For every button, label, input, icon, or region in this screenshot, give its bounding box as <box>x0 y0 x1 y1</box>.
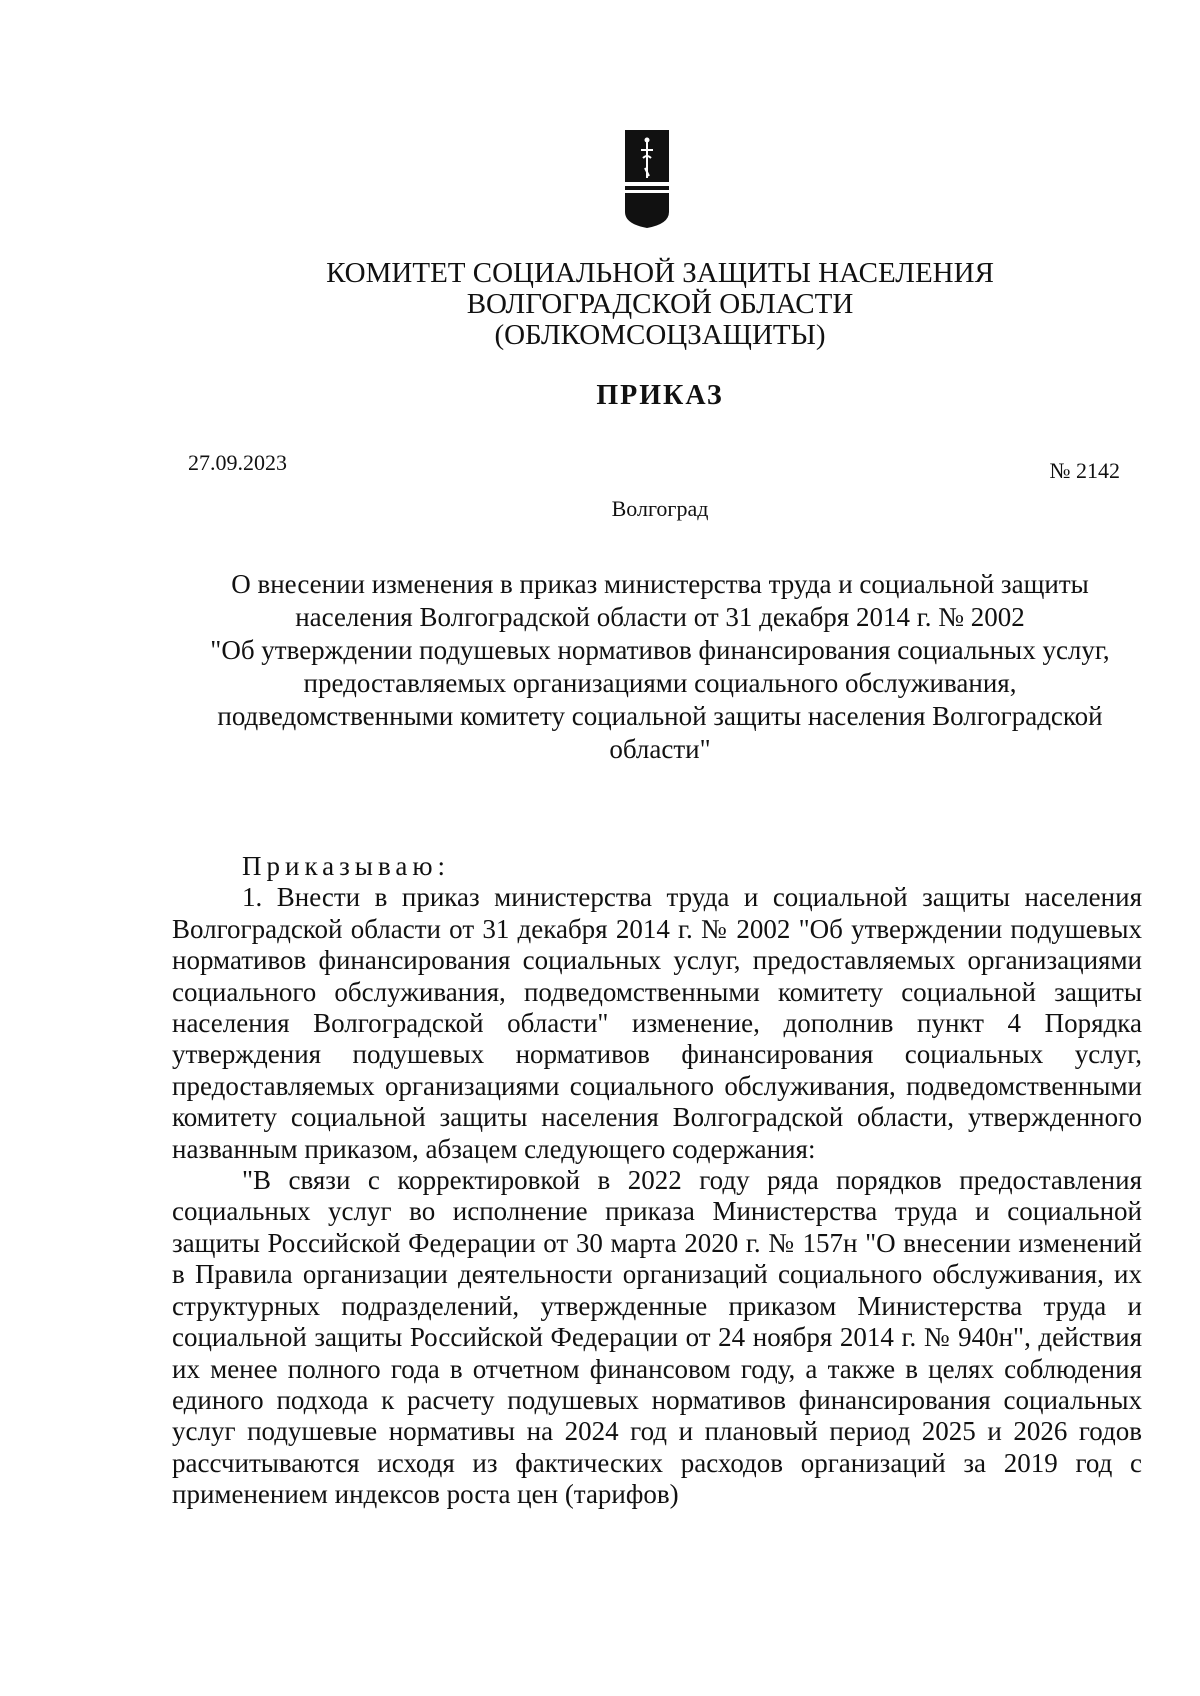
org-line-2: ВОЛГОГРАДСКОЙ ОБЛАСТИ <box>466 288 854 320</box>
subject-line: подведомственными комитету социальной защиты населения Волгоградской <box>217 701 1103 731</box>
paragraph-1: 1. Внести в приказ министерства труда и социальной защиты населения Волгоградской области от 31 декабря 2014 г. № 2002 "Об утверждении подушевых нормативов финансирования социальных услуг, предоставляемых организациями социального обслуживания, подведомственными комитету социальной защиты населения Волгоградской области" изменение, дополнив пункт 4 Порядка утверждения подушевых нормативов финансирования социальных услуг, предоставляемых организациями социального обслуживания, подведомственными комитету социальной защиты населения Волгоградской области, утвержденного названным приказом, абзацем следующего содержания: <box>172 882 1142 1164</box>
subject-line: области" <box>609 734 711 764</box>
document-subject <box>160 568 1160 766</box>
document-number: № 2142 <box>1049 458 1120 483</box>
org-line-3: (ОБЛКОМСОЦЗАЩИТЫ) <box>494 319 826 351</box>
coat-of-arms-icon <box>623 128 671 230</box>
subject-line: О внесении изменения в приказ министерства труда и социальной защиты <box>231 569 1089 599</box>
document-body <box>172 851 1142 1511</box>
org-line-1: КОМИТЕТ СОЦИАЛЬНОЙ ЗАЩИТЫ НАСЕЛЕНИЯ <box>326 257 994 289</box>
subject-line: населения Волгоградской области от 31 декабря 2014 г. № 2002 <box>295 602 1025 632</box>
document-city: Волгоград <box>611 496 709 521</box>
subject-line: "Об утверждении подушевых нормативов финансирования социальных услуг, <box>210 635 1110 665</box>
subject-line: предоставляемых организациями социального обслуживания, <box>303 668 1017 698</box>
document-date: 27.09.2023 <box>188 450 287 475</box>
order-word: Приказываю: <box>242 851 450 881</box>
organization-name <box>260 258 1060 351</box>
paragraph-2: "В связи с корректировкой в 2022 году ряда порядков предоставления социальных услуг во исполнение приказа Министерства труда и социальной защиты Российской Федерации от 30 марта 2020 г. № 157н "О внесении изменений в Правила организации деятельности организаций социального обслуживания, их структурных подразделений, утвержденные приказом Министерства труда и социальной защиты Российской Федерации от 24 ноября 2014 г. № 940н", действия их менее полного года в отчетном финансовом году, а также в целях соблюдения единого подхода к расчету подушевых нормативов финансирования социальных услуг подушевые нормативы на 2024 год и плановый период 2025 и 2026 годов рассчитываются исходя из фактических расходов организаций за 2019 год с применением индексов роста цен (тарифов) <box>172 1165 1142 1510</box>
document-type-title: ПРИКАЗ <box>596 380 724 411</box>
